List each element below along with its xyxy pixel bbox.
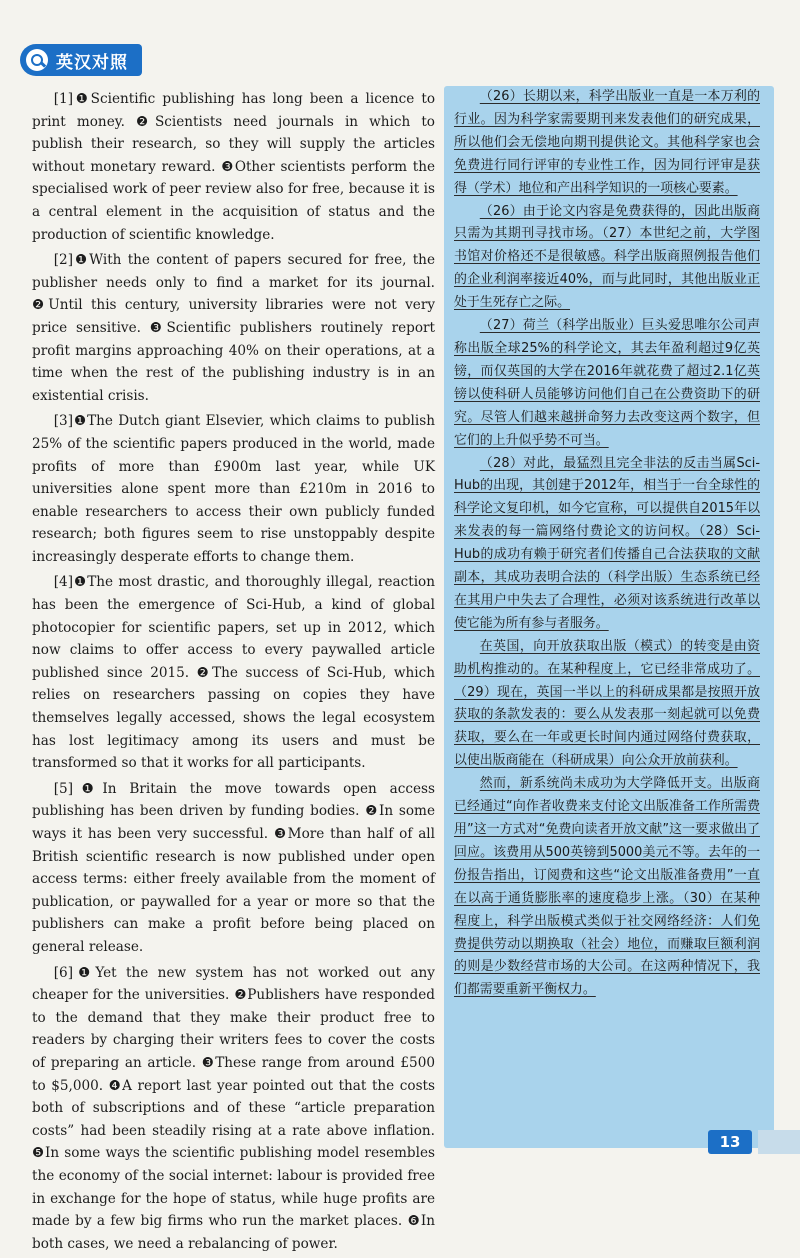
english-paragraph-4: [4]❶The most drastic, and thoroughly illegal, reaction has been the emergence of Sci-Hub, a kind of global photocopier for scientific papers, set up in 2012, which now claims to offer access to every paywalled article published since 2015. ❷The success of Sci-Hub, which relies on researchers passing on copies they have themselves legally accessed, shows the legal ecosystem has lost legitimacy among its users and must be transformed so that it works for all participants.: [32, 574, 435, 772]
chinese-paragraph-6: [454, 773, 760, 1002]
chinese-paragraph-1: [454, 86, 760, 201]
chinese-paragraph-2-text: （26）由于论文内容是免费获得的，因此出版商只需为其期刊寻找市场。（27）本世纪之前，大学图书馆对价格还不是很敏感。科学出版商照例报告他们的企业利润率接近40%，而与此同时，其他出版业正处于生死存亡之际。: [454, 203, 760, 311]
search-magnifier-icon: [26, 49, 48, 71]
chinese-paragraph-3-text: （27）荷兰（科学出版业）巨头爱思唯尔公司声称出版全球25%的科学论文，其去年盈利超过9亿英镑，而仅英国的大学在2016年就花费了超过2.1亿英镑以使科研人员能够访问他们自己在公费资助下的研究。尽管人们越来越拼命努力去改变这两个数字，但它们的上升似乎势不可当。: [454, 318, 760, 448]
section-title-tab: [20, 44, 142, 76]
page-number: 13: [708, 1130, 752, 1154]
chinese-paragraph-6-text: 然而，新系统尚未成功为大学降低开支。出版商已经通过“向作者收费来支付论文出版准备工作所需费用”这一方式对“免费向读者开放文献”这一要求做出了回应。该费用从500英镑到5000美元不等。去年的一份报告指出，订阅费和这些“论文出版准备费用”一直在以高于通货膨胀率的速度稳步上涨。（30）在某种程度上，科学出版模式类似于社交网络经济：人们免费提供劳动以期换取（社会）地位，而赚取巨额利润的则是少数经营市场的大公司。在这两种情况下，我们都需要重新平衡权力。: [454, 776, 760, 998]
english-paragraph-3: [3]❶The Dutch giant Elsevier, which claims to publish 25% of the scientific papers produced in the world, made profits of more than £900m last year, while UK universities alone spent more than £210m in 2016 to enable researchers to access their own publicly funded research; both figures seem to rise unstoppably despite increasingly desperate efforts to change them.: [32, 413, 435, 565]
chinese-paragraph-5-text: 在英国，向开放获取出版（模式）的转变是由资助机构推动的。在某种程度上，它已经非常成功了。（29）现在，英国一半以上的科研成果都是按照开放获取的条款发表的：要么从发表那一刻起就可以免费获取，要么在一年或更长时间内通过网络付费获取，以使出版商能在（科研成果）向公众开放前获利。: [454, 638, 760, 769]
chinese-paragraph-5: [454, 636, 760, 773]
chinese-translation-column: [444, 86, 774, 1148]
page-number-edge: [758, 1130, 800, 1154]
section-title: 英汉对照: [56, 52, 128, 73]
english-paragraph-2: [2]❶With the content of papers secured for free, the publisher needs only to find a market for its journal. ❷Until this century, university libraries were not very price sensitive. ❸Scientific publishers routinely report profit margins approaching 40% on their operations, at a time when the rest of the publishing industry is in an existential crisis.: [32, 252, 435, 404]
chinese-paragraph-4: [454, 453, 760, 636]
english-text-column: [32, 88, 435, 1258]
english-paragraph-1: [1]❶Scientific publishing has long been a licence to print money. ❷Scientists need journals in which to publish their research, so they will supply the articles without monetary reward. ❸Other scientists perform the specialised work of peer review also for free, because it is a central element in the acquisition of status and the production of scientific knowledge.: [32, 91, 435, 243]
english-paragraph-6: [6]❶Yet the new system has not worked out any cheaper for the universities. ❷Publishers have responded to the demand that they make their product free to readers by charging their writers fees to cover the costs of preparing an article. ❸These range from around £500 to $5,000. ❹A report last year pointed out that the costs both of subscriptions and of these “article preparation costs” had been steadily rising at a rate above inflation. ❺In some ways the scientific publishing model resembles the economy of the social internet: labour is provided free in exchange for the hope of status, while huge profits are made by a few big firms who run the market places. ❻In both cases, we need a rebalancing of power.: [32, 964, 435, 1252]
chinese-paragraph-2: [454, 201, 760, 316]
chinese-paragraph-1-text: （26）长期以来，科学出版业一直是一本万利的行业。因为科学家需要期刊来发表他们的研究成果，所以他们会无偿地向期刊提供论文。其他科学家也会免费进行同行评审的专业性工作，因为同行评审是获得（学术）地位和产出科学知识的一项核心要素。: [454, 89, 760, 196]
english-paragraph-5: [5]❶In Britain the move towards open access publishing has been driven by funding bodies. ❷In some ways it has been very successful. ❸More than half of all British scientific research is now published under open access terms: either freely available from the moment of publication, or paywalled for a year or more so that the publishers can make a profit before being placed on general release.: [32, 780, 435, 955]
chinese-paragraph-3: [454, 315, 760, 452]
chinese-paragraph-4-text: （28）对此，最猛烈且完全非法的反击当属Sci-Hub的出现，其创建于2012年，相当于一台全球性的科学论文复印机，如今它宣称，可以提供自2015年以来发表的每一篇网络付费论文的访问权。（28）Sci-Hub的成功有赖于研究者们传播自己合法获取的文献副本，其成功表明合法的（科学出版）生态系统已经在其用户中失去了合理性，必须对该系统进行改革以使它能为所有参与者服务。: [454, 455, 760, 631]
